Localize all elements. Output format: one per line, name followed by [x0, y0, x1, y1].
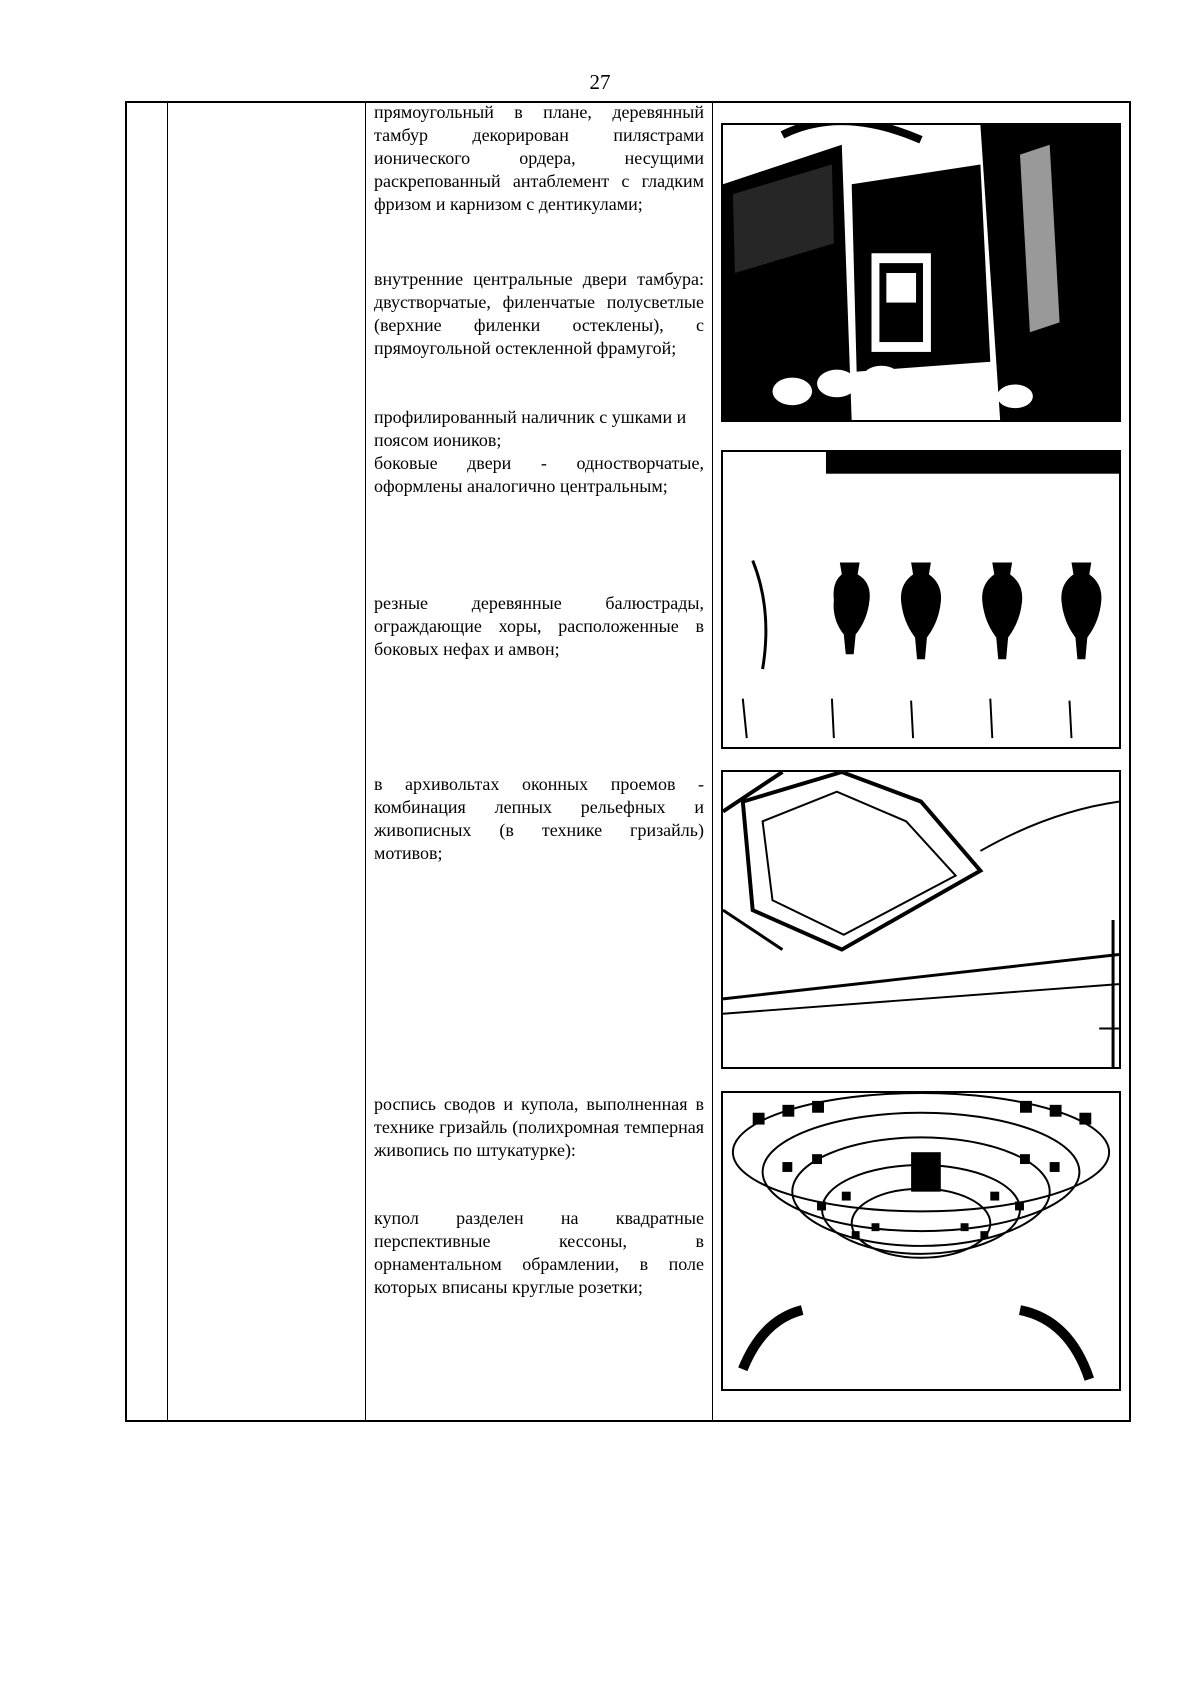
row-1-paragraph-2: внутренние центральные двери тамбура: двустворчатые, филенчатые полусветлые (верхние филенки остеклены), с прямоугольной остекленной фрамугой; [374, 269, 704, 358]
page-number: 27 [589, 70, 611, 94]
tambour-image [723, 125, 1119, 420]
row-3-paragraph-1: в архивольтах оконных проемов - комбинация лепных рельефных и живописных (в технике гризайль) мотивов; [374, 774, 704, 863]
table-column-divider [712, 103, 713, 1420]
row-4-paragraph-2: купол разделен на квадратные перспективные кессоны, в орнаментальном обрамлении, в поле которых вписаны круглые розетки; [374, 1208, 704, 1297]
row-1-paragraph-4: боковые двери - одностворчатые, оформлены аналогично центральным; [374, 453, 704, 496]
row-1-paragraph-1: прямоугольный в плане, деревянный тамбур декорирован пилястрами ионического ордера, несущими раскрепованный антаблемент с гладким фризом и карнизом с дентикулами; [374, 102, 704, 214]
dome-photo [721, 1091, 1121, 1391]
archivolt-photo [721, 770, 1121, 1069]
table-column-divider [167, 103, 168, 1420]
balustrade-photo [721, 450, 1121, 749]
balustrade-image [723, 452, 1119, 747]
row-4-paragraph-1: роспись сводов и купола, выполненная в технике гризайль (полихромная темперная живопись по штукатурке): [374, 1094, 704, 1160]
archivolt-image [723, 772, 1119, 1067]
dome-image [723, 1093, 1119, 1389]
row-1-paragraph-3: профилированный наличник с ушками и поясом иоников; [374, 407, 687, 450]
table-column-divider [365, 103, 366, 1420]
tambour-photo [721, 123, 1121, 422]
row-2-paragraph-1: резные деревянные балюстрады, ограждающие хоры, расположенные в боковых нефах и амвон; [374, 593, 704, 659]
